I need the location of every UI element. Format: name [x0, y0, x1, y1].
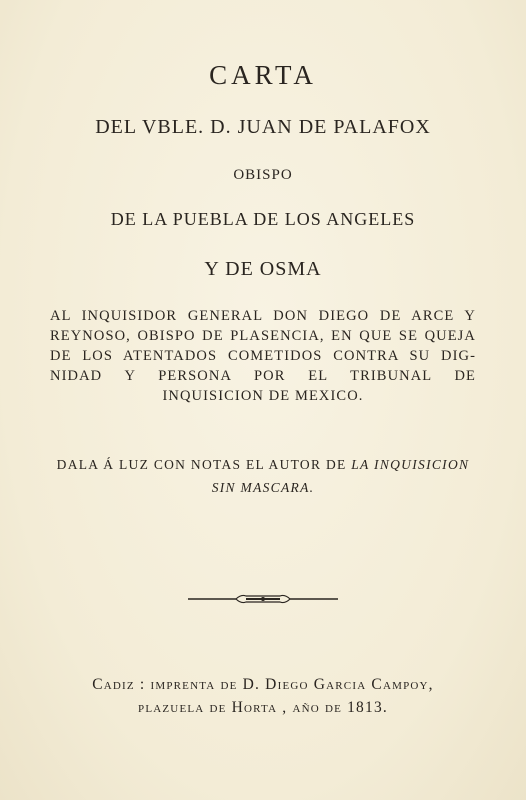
imprint-line-2: plazuela de Horta , año de 1813.	[138, 699, 388, 716]
editor-statement-line-2	[0, 476, 526, 499]
description-line-5: INQUISICION DE MEXICO.	[162, 388, 364, 404]
description-line-2: REYNOSO, OBISPO DE PLASENCIA, EN QUE SE QUEJA	[50, 328, 476, 344]
work-title-part-1: LA INQUISICION	[351, 457, 470, 472]
office-line: OBISPO	[233, 167, 293, 183]
editor-statement	[0, 453, 526, 499]
description-line-4: NIDAD Y PERSONA POR EL TRIBUNAL DE	[50, 368, 476, 384]
see-line-2: Y DE OSMA	[204, 258, 322, 280]
page-title: CARTA	[209, 60, 317, 90]
work-title-part-2: SIN MASCARA.	[211, 480, 315, 495]
editor-statement-line-1	[0, 453, 526, 476]
imprint	[0, 673, 526, 719]
printers-ornament-icon	[188, 590, 338, 608]
description-paragraph	[50, 306, 476, 406]
editor-statement-text: DALA Á LUZ CON NOTAS EL AUTOR DE	[56, 457, 347, 472]
see-line: DE LA PUEBLA DE LOS ANGELES	[110, 209, 416, 229]
description-line-1: AL INQUISIDOR GENERAL DON DIEGO DE ARCE Y	[50, 308, 476, 324]
imprint-line-1: Cadiz : imprenta de D. Diego Garcia Campoy,	[92, 676, 434, 693]
description-line-3: DE LOS ATENTADOS COMETIDOS CONTRA SU DIG-	[50, 348, 476, 364]
author-line: DEL VBLE. D. JUAN DE PALAFOX	[95, 116, 431, 138]
